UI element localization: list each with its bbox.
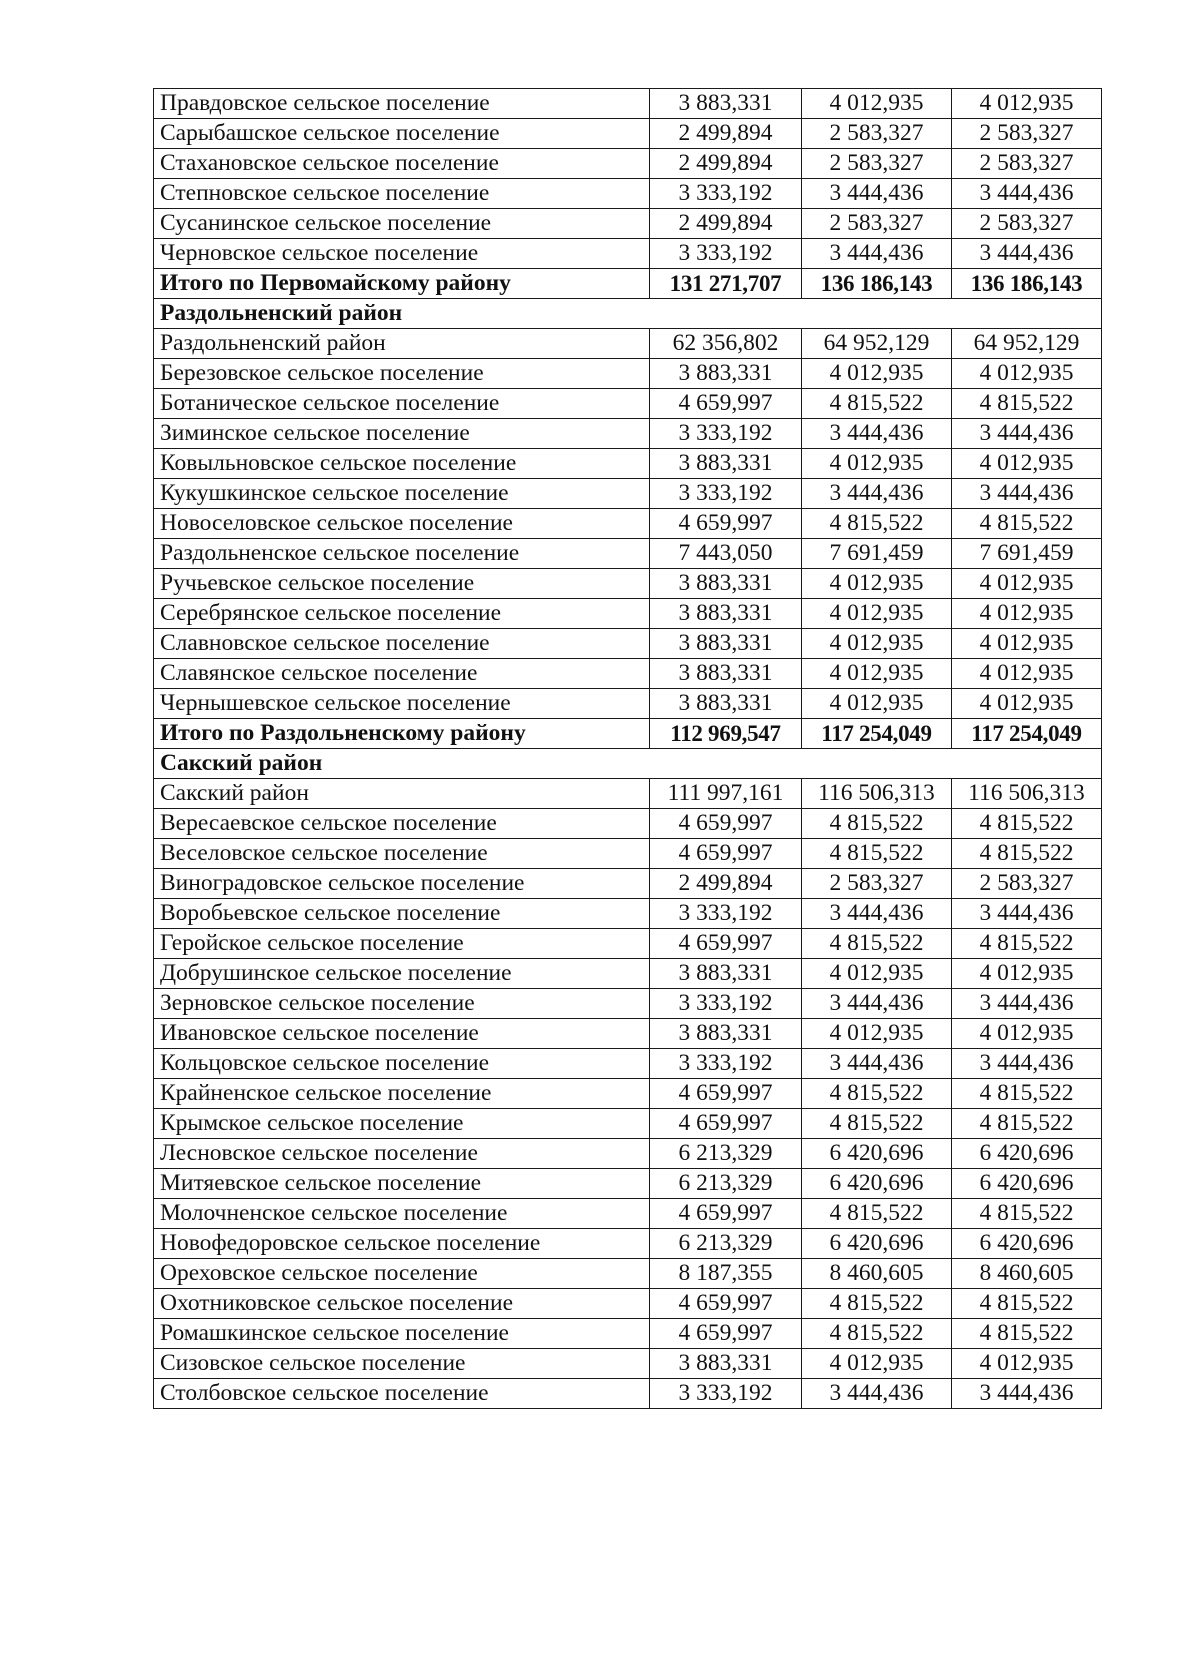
settlement-name: Геройское сельское поселение [154,929,650,959]
value-cell-year-2: 3 444,436 [802,1049,952,1079]
value-cell-year-1: 4 659,997 [650,839,802,869]
value-cell-year-3: 4 012,935 [952,89,1102,119]
value-cell-year-3: 4 815,522 [952,509,1102,539]
table-row [154,989,1102,1019]
value-cell-year-3: 64 952,129 [952,329,1102,359]
value-cell-year-2: 3 444,436 [802,1379,952,1409]
value-cell-year-3: 2 583,327 [952,209,1102,239]
value-cell-year-1: 131 271,707 [650,269,802,299]
value-cell-year-3: 6 420,696 [952,1139,1102,1169]
value-cell-year-2: 3 444,436 [802,479,952,509]
settlement-name: Сакский район [154,779,650,809]
value-cell-year-3: 4 012,935 [952,449,1102,479]
value-cell-year-2: 4 012,935 [802,959,952,989]
settlement-name: Ромашкинское сельское поселение [154,1319,650,1349]
table-row [154,359,1102,389]
table-row [154,209,1102,239]
value-cell-year-3: 3 444,436 [952,1049,1102,1079]
value-cell-year-1: 3 883,331 [650,359,802,389]
value-cell-year-1: 3 333,192 [650,479,802,509]
value-cell-year-3: 4 815,522 [952,1199,1102,1229]
value-cell-year-2: 2 583,327 [802,209,952,239]
settlement-name: Вересаевское сельское поселение [154,809,650,839]
value-cell-year-1: 3 333,192 [650,1379,802,1409]
table-row [154,779,1102,809]
table-row [154,1229,1102,1259]
value-cell-year-2: 64 952,129 [802,329,952,359]
table-row [154,1109,1102,1139]
settlement-name: Зерновское сельское поселение [154,989,650,1019]
settlement-name: Виноградовское сельское поселение [154,869,650,899]
settlement-name: Лесновское сельское поселение [154,1139,650,1169]
value-cell-year-3: 4 012,935 [952,1349,1102,1379]
value-cell-year-1: 3 883,331 [650,599,802,629]
value-cell-year-2: 6 420,696 [802,1169,952,1199]
value-cell-year-1: 4 659,997 [650,1319,802,1349]
settlement-name: Серебрянское сельское поселение [154,599,650,629]
table-row [154,929,1102,959]
table-row [154,1289,1102,1319]
settlement-name: Новофедоровское сельское поселение [154,1229,650,1259]
table-row [154,239,1102,269]
table-row [154,1349,1102,1379]
value-cell-year-3: 4 012,935 [952,1019,1102,1049]
value-cell-year-1: 4 659,997 [650,929,802,959]
table-row [154,1259,1102,1289]
settlement-name: Крымское сельское поселение [154,1109,650,1139]
value-cell-year-1: 3 883,331 [650,689,802,719]
value-cell-year-3: 4 815,522 [952,1109,1102,1139]
value-cell-year-2: 4 012,935 [802,659,952,689]
value-cell-year-2: 7 691,459 [802,539,952,569]
value-cell-year-2: 4 012,935 [802,1019,952,1049]
value-cell-year-3: 7 691,459 [952,539,1102,569]
table-row [154,179,1102,209]
value-cell-year-2: 2 583,327 [802,119,952,149]
value-cell-year-3: 136 186,143 [952,269,1102,299]
value-cell-year-3: 4 815,522 [952,929,1102,959]
total-label: Итого по Первомайскому району [154,269,650,299]
settlement-name: Сусанинское сельское поселение [154,209,650,239]
value-cell-year-1: 3 883,331 [650,1019,802,1049]
table-row [154,1049,1102,1079]
value-cell-year-3: 4 012,935 [952,569,1102,599]
value-cell-year-3: 6 420,696 [952,1169,1102,1199]
table-row [154,119,1102,149]
settlement-name: Митяевское сельское поселение [154,1169,650,1199]
value-cell-year-2: 2 583,327 [802,149,952,179]
section-title: Сакский район [154,749,1102,779]
table-row [154,419,1102,449]
value-cell-year-1: 3 883,331 [650,1349,802,1379]
value-cell-year-3: 6 420,696 [952,1229,1102,1259]
value-cell-year-3: 4 012,935 [952,629,1102,659]
table-row [154,479,1102,509]
table-row [154,869,1102,899]
table-row [154,1019,1102,1049]
settlement-name: Славновское сельское поселение [154,629,650,659]
table-row [154,1199,1102,1229]
value-cell-year-2: 4 815,522 [802,389,952,419]
value-cell-year-2: 6 420,696 [802,1139,952,1169]
settlement-name: Ковыльновское сельское поселение [154,449,650,479]
value-cell-year-2: 4 815,522 [802,839,952,869]
settlement-name: Добрушинское сельское поселение [154,959,650,989]
value-cell-year-2: 4 012,935 [802,689,952,719]
value-cell-year-1: 3 883,331 [650,629,802,659]
settlement-name: Охотниковское сельское поселение [154,1289,650,1319]
value-cell-year-1: 2 499,894 [650,209,802,239]
value-cell-year-3: 4 012,935 [952,689,1102,719]
value-cell-year-1: 4 659,997 [650,1199,802,1229]
table-row [154,329,1102,359]
value-cell-year-3: 4 012,935 [952,359,1102,389]
value-cell-year-2: 4 815,522 [802,1109,952,1139]
value-cell-year-1: 3 333,192 [650,899,802,929]
value-cell-year-1: 6 213,329 [650,1139,802,1169]
value-cell-year-1: 4 659,997 [650,1289,802,1319]
settlement-name: Сизовское сельское поселение [154,1349,650,1379]
value-cell-year-1: 4 659,997 [650,1079,802,1109]
value-cell-year-2: 4 815,522 [802,809,952,839]
value-cell-year-1: 2 499,894 [650,119,802,149]
value-cell-year-2: 4 815,522 [802,1199,952,1229]
value-cell-year-3: 3 444,436 [952,179,1102,209]
settlement-name: Ореховское сельское поселение [154,1259,650,1289]
value-cell-year-1: 6 213,329 [650,1169,802,1199]
value-cell-year-1: 3 883,331 [650,959,802,989]
settlement-name: Сарыбашское сельское поселение [154,119,650,149]
value-cell-year-3: 3 444,436 [952,479,1102,509]
value-cell-year-3: 3 444,436 [952,419,1102,449]
value-cell-year-2: 3 444,436 [802,179,952,209]
value-cell-year-1: 112 969,547 [650,719,802,749]
table-row [154,509,1102,539]
settlement-name: Кукушкинское сельское поселение [154,479,650,509]
value-cell-year-3: 8 460,605 [952,1259,1102,1289]
value-cell-year-2: 4 012,935 [802,599,952,629]
settlement-name: Черновское сельское поселение [154,239,650,269]
value-cell-year-1: 4 659,997 [650,1109,802,1139]
value-cell-year-2: 4 012,935 [802,569,952,599]
value-cell-year-1: 3 883,331 [650,569,802,599]
table-row [154,659,1102,689]
table-row [154,1079,1102,1109]
value-cell-year-2: 4 012,935 [802,1349,952,1379]
value-cell-year-3: 4 815,522 [952,1079,1102,1109]
section-header-row [154,299,1102,329]
table-row [154,89,1102,119]
table-row [154,539,1102,569]
table-row [154,839,1102,869]
settlement-name: Столбовское сельское поселение [154,1379,650,1409]
value-cell-year-1: 2 499,894 [650,149,802,179]
value-cell-year-2: 4 815,522 [802,929,952,959]
table-row [154,899,1102,929]
table-row [154,449,1102,479]
settlement-name: Славянское сельское поселение [154,659,650,689]
settlement-name: Веселовское сельское поселение [154,839,650,869]
value-cell-year-2: 3 444,436 [802,989,952,1019]
value-cell-year-3: 2 583,327 [952,869,1102,899]
value-cell-year-3: 116 506,313 [952,779,1102,809]
value-cell-year-2: 3 444,436 [802,899,952,929]
table-row [154,1139,1102,1169]
value-cell-year-2: 136 186,143 [802,269,952,299]
value-cell-year-3: 3 444,436 [952,899,1102,929]
value-cell-year-1: 3 883,331 [650,449,802,479]
value-cell-year-2: 4 815,522 [802,1079,952,1109]
value-cell-year-3: 4 815,522 [952,809,1102,839]
value-cell-year-3: 4 815,522 [952,1289,1102,1319]
settlement-name: Правдовское сельское поселение [154,89,650,119]
table-row [154,1169,1102,1199]
value-cell-year-3: 3 444,436 [952,989,1102,1019]
value-cell-year-3: 2 583,327 [952,119,1102,149]
value-cell-year-3: 4 012,935 [952,599,1102,629]
budget-table [153,88,1102,1409]
value-cell-year-2: 4 012,935 [802,89,952,119]
value-cell-year-2: 117 254,049 [802,719,952,749]
settlement-name: Раздольненский район [154,329,650,359]
settlement-name: Раздольненское сельское поселение [154,539,650,569]
settlement-name: Ивановское сельское поселение [154,1019,650,1049]
value-cell-year-1: 4 659,997 [650,509,802,539]
value-cell-year-1: 3 333,192 [650,179,802,209]
value-cell-year-2: 4 012,935 [802,359,952,389]
value-cell-year-1: 2 499,894 [650,869,802,899]
settlement-name: Чернышевское сельское поселение [154,689,650,719]
settlement-name: Новоселовское сельское поселение [154,509,650,539]
value-cell-year-2: 3 444,436 [802,419,952,449]
table-row [154,959,1102,989]
table-row [154,599,1102,629]
section-title: Раздольненский район [154,299,1102,329]
value-cell-year-1: 4 659,997 [650,809,802,839]
total-label: Итого по Раздольненскому району [154,719,650,749]
value-cell-year-1: 4 659,997 [650,389,802,419]
settlement-name: Степновское сельское поселение [154,179,650,209]
value-cell-year-2: 4 815,522 [802,509,952,539]
section-header-row [154,749,1102,779]
value-cell-year-3: 4 815,522 [952,389,1102,419]
settlement-name: Ручьевское сельское поселение [154,569,650,599]
table-row [154,809,1102,839]
value-cell-year-2: 116 506,313 [802,779,952,809]
total-row [154,719,1102,749]
settlement-name: Крайненское сельское поселение [154,1079,650,1109]
value-cell-year-3: 4 012,935 [952,659,1102,689]
value-cell-year-2: 4 815,522 [802,1289,952,1319]
value-cell-year-3: 117 254,049 [952,719,1102,749]
table-row [154,629,1102,659]
table-row [154,149,1102,179]
value-cell-year-1: 7 443,050 [650,539,802,569]
value-cell-year-3: 4 012,935 [952,959,1102,989]
settlement-name: Зиминское сельское поселение [154,419,650,449]
value-cell-year-1: 6 213,329 [650,1229,802,1259]
value-cell-year-1: 8 187,355 [650,1259,802,1289]
table-row [154,1319,1102,1349]
value-cell-year-3: 2 583,327 [952,149,1102,179]
settlement-name: Кольцовское сельское поселение [154,1049,650,1079]
table-row [154,689,1102,719]
value-cell-year-1: 3 333,192 [650,989,802,1019]
total-row [154,269,1102,299]
settlement-name: Березовское сельское поселение [154,359,650,389]
value-cell-year-2: 6 420,696 [802,1229,952,1259]
value-cell-year-2: 4 012,935 [802,629,952,659]
value-cell-year-1: 3 333,192 [650,239,802,269]
value-cell-year-3: 4 815,522 [952,839,1102,869]
value-cell-year-1: 3 333,192 [650,419,802,449]
value-cell-year-1: 3 883,331 [650,659,802,689]
value-cell-year-2: 4 012,935 [802,449,952,479]
value-cell-year-2: 3 444,436 [802,239,952,269]
value-cell-year-2: 2 583,327 [802,869,952,899]
table-row [154,1379,1102,1409]
value-cell-year-1: 62 356,802 [650,329,802,359]
value-cell-year-1: 3 883,331 [650,89,802,119]
value-cell-year-2: 4 815,522 [802,1319,952,1349]
table-row [154,389,1102,419]
settlement-name: Воробьевское сельское поселение [154,899,650,929]
table-row [154,569,1102,599]
value-cell-year-3: 4 815,522 [952,1319,1102,1349]
table-body [154,89,1102,1409]
settlement-name: Ботаническое сельское поселение [154,389,650,419]
settlement-name: Стахановское сельское поселение [154,149,650,179]
value-cell-year-2: 8 460,605 [802,1259,952,1289]
settlement-name: Молочненское сельское поселение [154,1199,650,1229]
value-cell-year-1: 111 997,161 [650,779,802,809]
value-cell-year-3: 3 444,436 [952,239,1102,269]
value-cell-year-1: 3 333,192 [650,1049,802,1079]
value-cell-year-3: 3 444,436 [952,1379,1102,1409]
